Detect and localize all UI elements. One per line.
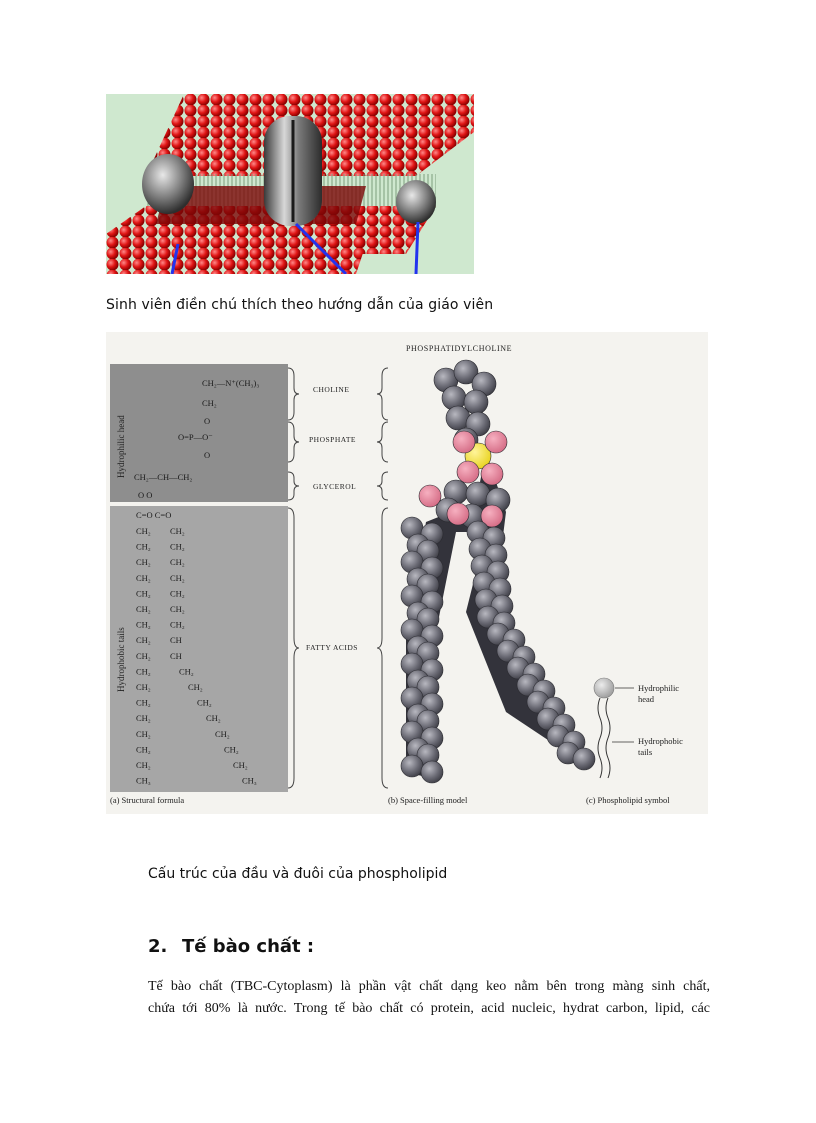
left-chain-unit: CH₂	[136, 541, 151, 552]
ester-oxygen-atom	[419, 485, 441, 507]
section-paragraph	[148, 976, 710, 1020]
left-chain-unit: CH₂	[136, 635, 151, 646]
right-chain-unit: CH₂	[170, 557, 185, 568]
left-chain	[136, 526, 151, 786]
membrane-illustration	[106, 94, 474, 274]
panel-caption-b: (b) Space-filling model	[388, 795, 468, 805]
right-chain-unit: CH₃	[242, 775, 257, 786]
left-chain-unit: CH₂	[136, 572, 151, 583]
formula-line: O O	[138, 490, 153, 500]
left-chain-unit: CH₂	[136, 604, 151, 614]
right-chain-unit: CH₂	[170, 588, 185, 599]
right-chain-unit: CH₂	[179, 666, 194, 677]
left-chain-unit: CH₂	[136, 526, 151, 536]
formula-line: O	[204, 416, 211, 426]
formula-line: CH₂—N⁺(CH₃)₃	[202, 378, 260, 388]
head-side-label: Hydrophilic head	[116, 415, 126, 478]
oxygen-atom	[481, 463, 503, 485]
right-chain-unit: CH₂	[197, 697, 212, 708]
oxygen-atom	[457, 461, 479, 483]
figure1-caption: Sinh viên điền chú thích theo hướng dẫn của giáo viên	[106, 297, 494, 313]
left-chain-unit: CH₃	[136, 775, 151, 786]
symbol-head-label: Hydrophilic head	[638, 683, 680, 704]
tail-atom	[573, 748, 595, 770]
right-chain-unit: CH₂	[170, 541, 185, 552]
figure2-caption: Cấu trúc của đầu và đuôi của phospholipid	[148, 866, 448, 882]
paragraph-line: Tế bào chất (TBC-Cytoplasm) là phần vật chất dạng keo nằm bên trong màng sinh chất,	[148, 979, 710, 994]
left-chain-unit: CH₂	[136, 588, 151, 599]
top-title: Phosphatidylcholine	[406, 344, 513, 353]
panel-caption-c: (c) Phospholipid symbol	[586, 795, 670, 805]
formula-line: C=O C=O	[136, 510, 172, 520]
left-chain-unit: CH₂	[136, 697, 151, 708]
left-chain-unit: CH₂	[136, 682, 151, 692]
group-label-fatty-acids: Fatty acids	[306, 643, 358, 652]
right-chain-unit: CH	[170, 650, 182, 661]
left-chain-unit: CH₂	[136, 744, 151, 755]
panel-caption-a: (a) Structural formula	[110, 795, 185, 805]
right-chain-unit: CH₂	[206, 713, 221, 724]
left-chain-unit: CH₂	[136, 557, 151, 568]
group-label-choline: Choline	[313, 385, 350, 394]
formula-line: O	[204, 450, 211, 460]
section-title: Tế bào chất :	[182, 936, 315, 957]
tail-side-label: Hydrophobic tails	[116, 627, 126, 692]
left-chain-unit: CH₂	[136, 666, 151, 677]
membrane-drawing	[106, 94, 474, 274]
formula-line: CH₂	[202, 398, 217, 408]
formula-line: CH₂—CH—CH₂	[134, 472, 193, 482]
tail-atom	[421, 761, 443, 783]
tail-atom	[401, 755, 423, 777]
formula-line: O=P—O⁻	[178, 432, 213, 442]
phospholipid-drawing	[106, 332, 708, 814]
symbol-tail-label: Hydrophobic tails	[638, 736, 683, 757]
group-label-glycerol: Glycerol	[313, 482, 357, 491]
left-chain-unit: CH₂	[136, 650, 151, 661]
section-number: 2.	[148, 936, 168, 957]
paragraph-line: chứa tới 80% là nước. Trong tế bào chất có protein, acid nucleic, hydrat carbon, lipid, các	[148, 1001, 710, 1016]
oxygen-atom	[485, 431, 507, 453]
phospholipid-figure	[106, 332, 708, 814]
left-chain-unit: CH₂	[136, 728, 151, 739]
section-heading	[148, 936, 314, 957]
right-chain-unit: CH₂	[170, 572, 185, 583]
right-chain-unit: CH	[170, 635, 182, 646]
right-chain-unit: CH₂	[188, 682, 203, 692]
right-chain-unit: CH₂	[233, 760, 248, 770]
right-chain-unit: CH₂	[170, 604, 185, 614]
group-label-phosphate: Phosphate	[309, 435, 357, 444]
oxygen-atom	[453, 431, 475, 453]
space-filling-model	[401, 360, 595, 783]
right-chain-unit: CH₂	[170, 526, 185, 536]
left-chain-unit: CH₂	[136, 713, 151, 724]
right-chain-unit: CH₂	[224, 744, 239, 755]
ester-oxygen-atom	[447, 503, 469, 525]
right-chain-unit: CH₂	[170, 619, 185, 630]
left-chain-unit: CH₂	[136, 760, 151, 770]
right-chain-unit: CH₂	[215, 728, 230, 739]
phospholipid-symbol	[594, 678, 683, 778]
left-chain-unit: CH₂	[136, 619, 151, 630]
